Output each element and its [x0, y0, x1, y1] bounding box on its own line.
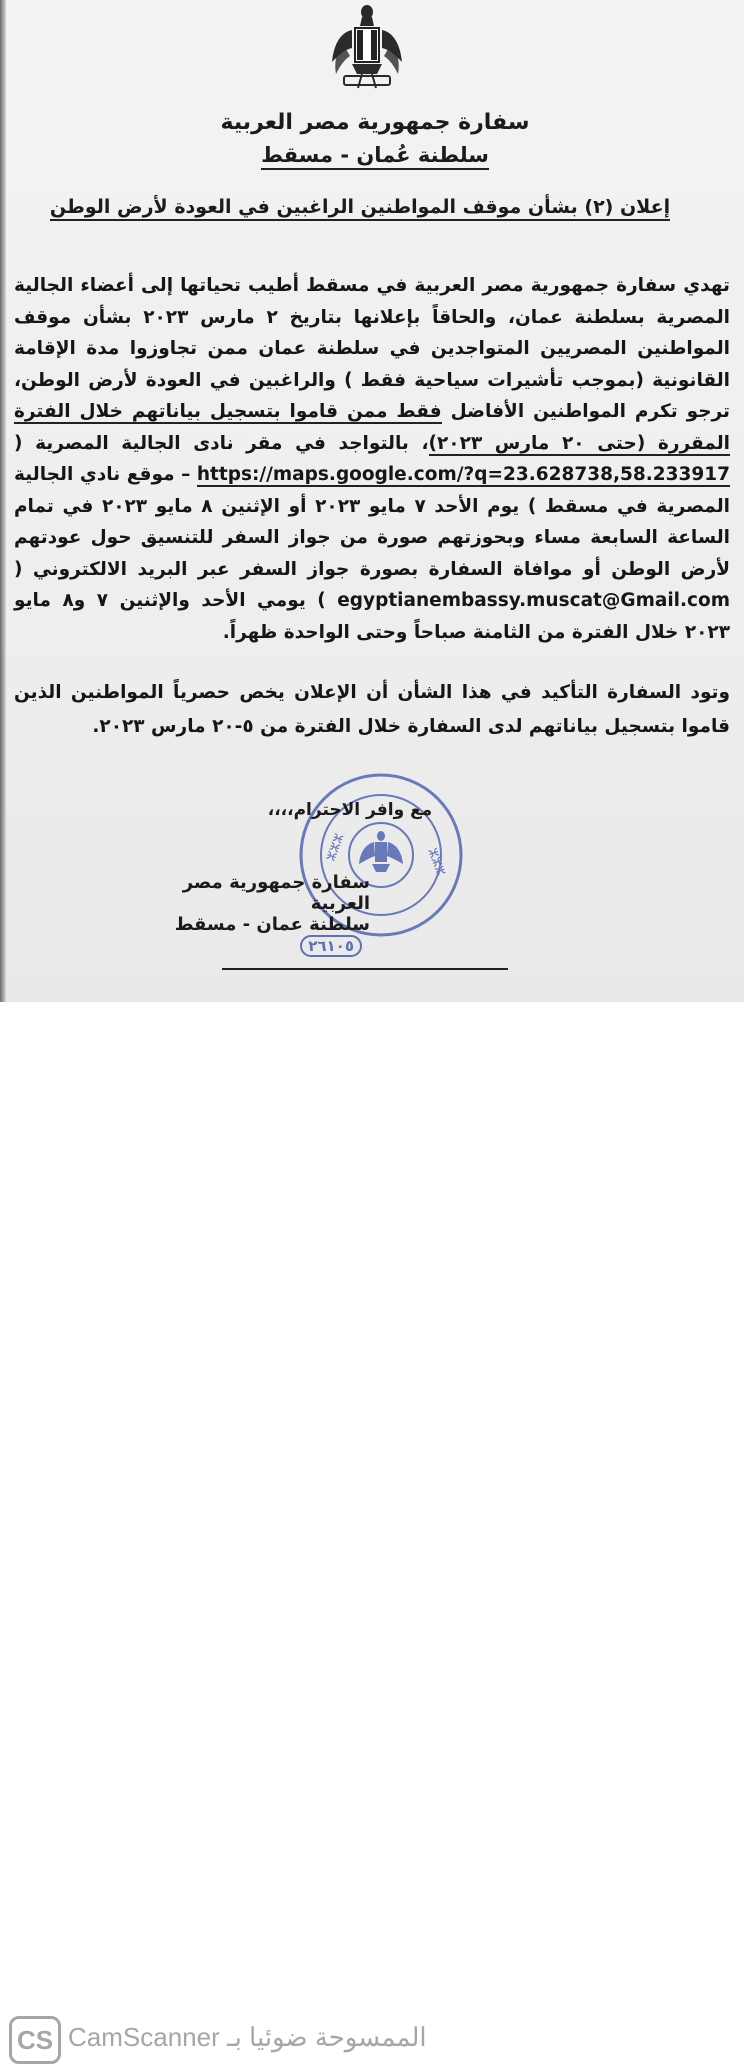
announcement-note: وتود السفارة التأكيد في هذا الشأن أن الإعلان يخص حصرياً المواطنين الذين قاموا بتسجيل بياناتهم لدى السفارة خلال الفترة من ٥-٢٠ مارس ٢٠٢٣. — [14, 682, 730, 737]
embassy-name: سفارة جمهورية مصر العربية — [220, 110, 530, 135]
announcement-body — [14, 270, 730, 648]
page-edge-shadow — [0, 0, 6, 1002]
body-text-part2: ، بالتواجد في مقر نادى الجالية المصرية ( — [14, 432, 429, 454]
scanner-watermark — [0, 1002, 744, 2055]
document-page — [0, 0, 744, 1002]
camscanner-text: CamScanner الممسوحة ضوئيا بـ — [68, 2022, 427, 2052]
embassy-location-text: سلطنة عُمان - مسقط — [261, 143, 489, 170]
announcement-subject-text: إعلان (٢) بشأن موقف المواطنين الراغبين في العودة لأرض الوطن — [50, 196, 670, 221]
email-address[interactable]: egyptianembassy.muscat@Gmail.com — [337, 590, 731, 611]
svg-text:ⵣⵣⵣ: ⵣⵣⵣ — [425, 846, 449, 878]
camscanner-logo-icon: CS — [9, 2016, 61, 2064]
body-text-part3: – موقع نادي الجالية المصرية في مسقط ) يوم الأحد ٧ مايو ٢٠٢٣ أو الإثنين ٨ مايو ٢٠٢٣ في تمام الساعة السابعة مساء وبحوزتهم صورة من جواز السفر للتنسيق حول عودتهم لأرض الوطن أو موافاة السفارة بصورة جواز السفر عبر البريد الالكتروني ( — [14, 464, 731, 580]
body-text-part4: ) يومي الأحد والإثنين ٧ و٨ مايو ٢٠٢٣ خلال الفترة من الثامنة صباحاً وحتى الواحدة ظهراً. — [14, 590, 730, 643]
signature-location-text: سلطنة عمان - مسقط — [174, 914, 370, 935]
divider-line — [222, 968, 508, 970]
signature-location — [120, 914, 370, 957]
stamp-number: ٢٦١٠٥ — [300, 935, 362, 957]
map-link[interactable]: https://maps.google.com/?q=23.628738,58.233917 — [196, 464, 730, 485]
svg-text:ⵣⵣⵣ: ⵣⵣⵣ — [323, 831, 347, 864]
signature-embassy: سفارة جمهورية مصر العربية — [182, 872, 370, 914]
body-text-part1: تهدي سفارة جمهورية مصر العربية في مسقط أطيب تحياتها إلى أعضاء الجالية المصرية بسلطنة عمان، والحاقاً بإعلانها بتاريخ ٢ مارس ٢٠٢٣ بشأن موقف المواطنين المصريين المتواجدين في سلطنة عمان ممن تجاوزوا مدة الإقامة القانونية (بموجب تأشيرات سياحية فقط ) والراغبين في العودة لأرض الوطن، ترجو تكرم المواطنين الأفاضل — [14, 275, 730, 422]
embassy-location — [150, 143, 600, 167]
body-text-underlined: فقط ممن قاموا بتسجيل بياناتهم خلال الفترة المقررة (حتى ٢٠ مارس ٢٠٢٣) — [14, 401, 730, 454]
eagle-emblem-icon — [322, 2, 412, 97]
closing-regards: مع وافر الاحترام،،،، — [267, 800, 433, 820]
announcement-subject — [40, 196, 680, 218]
